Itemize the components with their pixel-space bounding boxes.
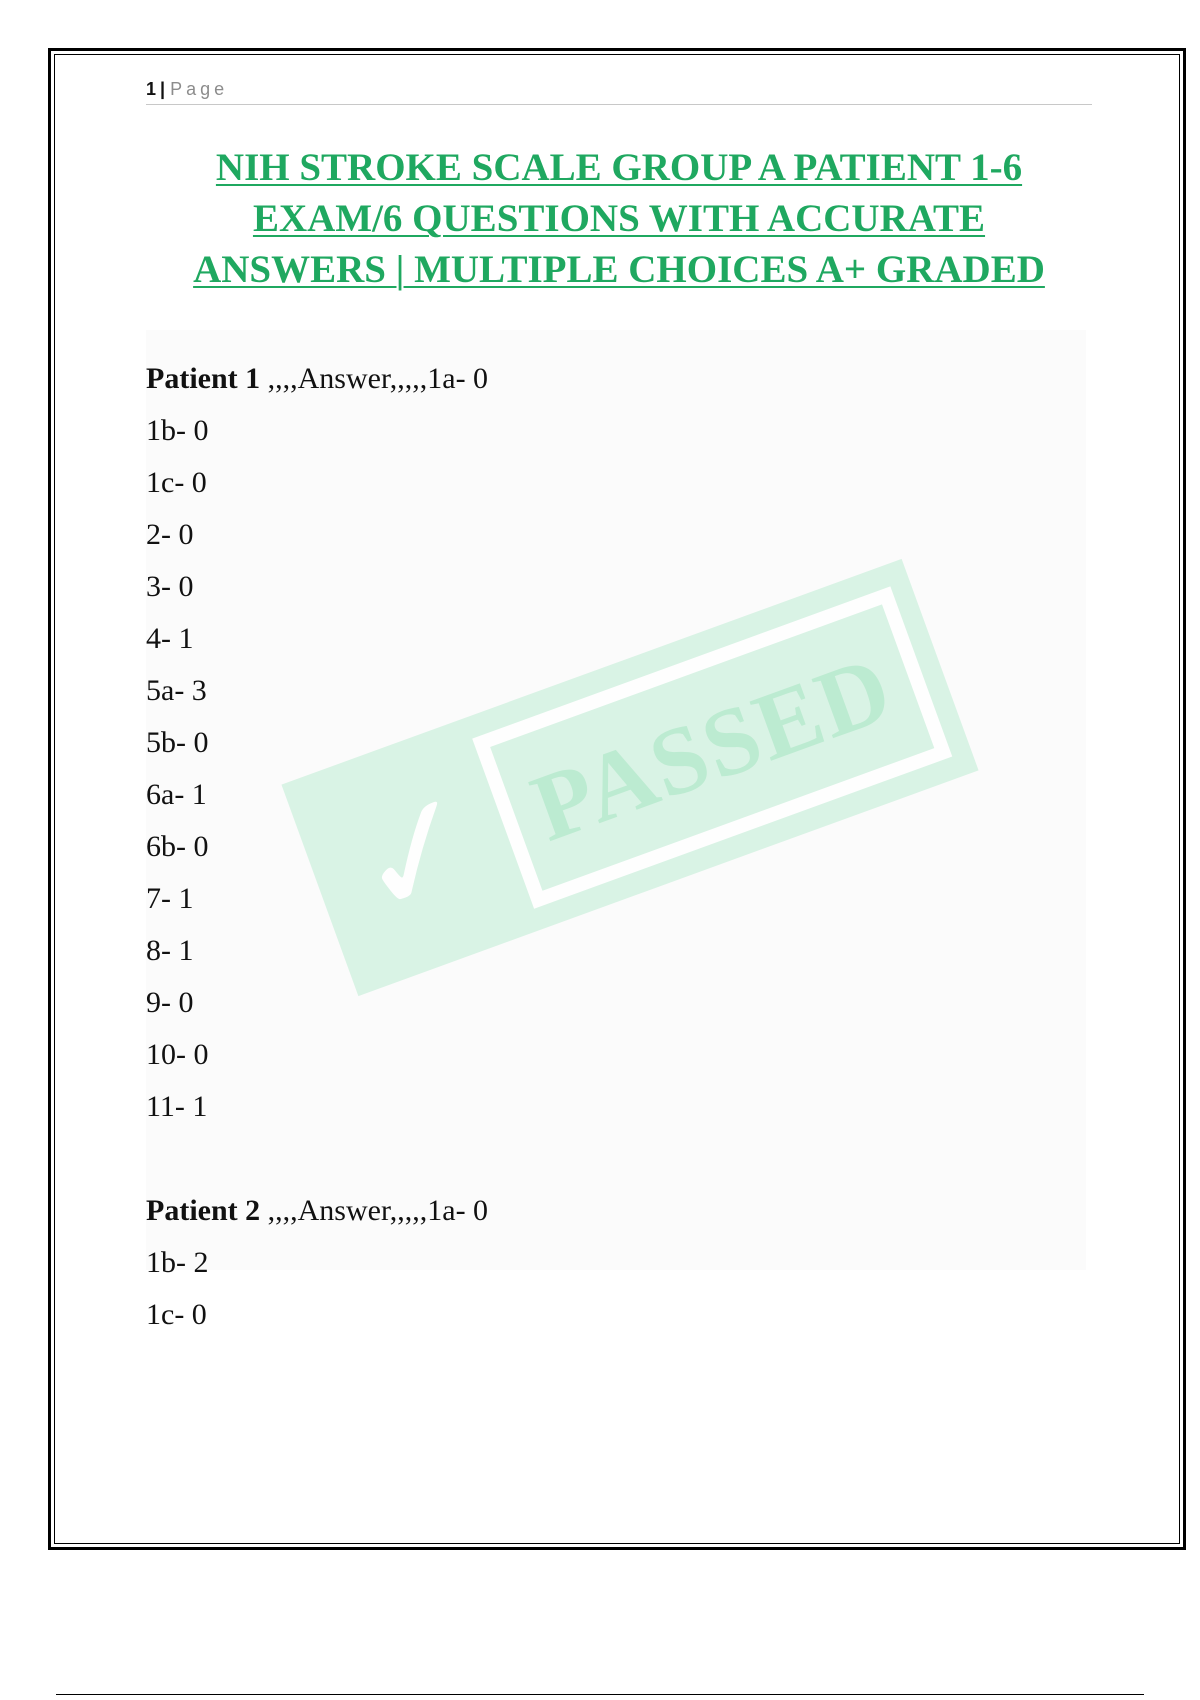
patient-1-label: Patient 1 bbox=[146, 362, 261, 395]
patient-1-item: 10- 0 bbox=[146, 1038, 209, 1071]
page-header bbox=[146, 74, 1092, 105]
page-number: 1 bbox=[146, 78, 157, 99]
patient-1-item: 11- 1 bbox=[146, 1090, 208, 1123]
patient-1-item: 1b- 0 bbox=[146, 414, 209, 447]
title-line-2: EXAM/6 QUESTIONS WITH ACCURATE bbox=[252, 197, 986, 240]
patient-1-item: 1c- 0 bbox=[146, 466, 207, 499]
patient-1-heading bbox=[146, 362, 488, 396]
patient-1-item: 8- 1 bbox=[146, 934, 194, 967]
patient-2-answer: ,,,,Answer,,,,,1a- 0 bbox=[260, 1194, 489, 1227]
patient-1-answer: ,,,,Answer,,,,,1a- 0 bbox=[260, 362, 489, 395]
patient-2-heading bbox=[146, 1194, 488, 1228]
page-label: Page bbox=[170, 78, 229, 99]
patient-1-item: 9- 0 bbox=[146, 986, 194, 1019]
patient-1-item: 3- 0 bbox=[146, 570, 194, 603]
patient-1-item: 2- 0 bbox=[146, 518, 194, 551]
page-separator: | bbox=[160, 78, 166, 99]
patient-1-item: 5a- 3 bbox=[146, 674, 207, 707]
bottom-divider bbox=[56, 1694, 1144, 1695]
patient-1-item: 4- 1 bbox=[146, 622, 194, 655]
patient-1-item: 6b- 0 bbox=[146, 830, 209, 863]
check-icon: ✓ bbox=[327, 751, 506, 958]
document-title bbox=[146, 142, 1092, 295]
title-line-1: NIH STROKE SCALE GROUP A PATIENT 1-6 bbox=[215, 146, 1023, 189]
patient-2-label: Patient 2 bbox=[146, 1194, 261, 1227]
title-line-3: ANSWERS | MULTIPLE CHOICES A+ GRADED bbox=[193, 248, 1045, 291]
stamp-text: PASSED bbox=[518, 633, 906, 862]
patient-1-item: 6a- 1 bbox=[146, 778, 207, 811]
patient-1-item: 5b- 0 bbox=[146, 726, 209, 759]
patient-2-item: 1b- 2 bbox=[146, 1246, 209, 1279]
patient-2-item: 1c- 0 bbox=[146, 1298, 207, 1331]
patient-1-item: 7- 1 bbox=[146, 882, 194, 915]
